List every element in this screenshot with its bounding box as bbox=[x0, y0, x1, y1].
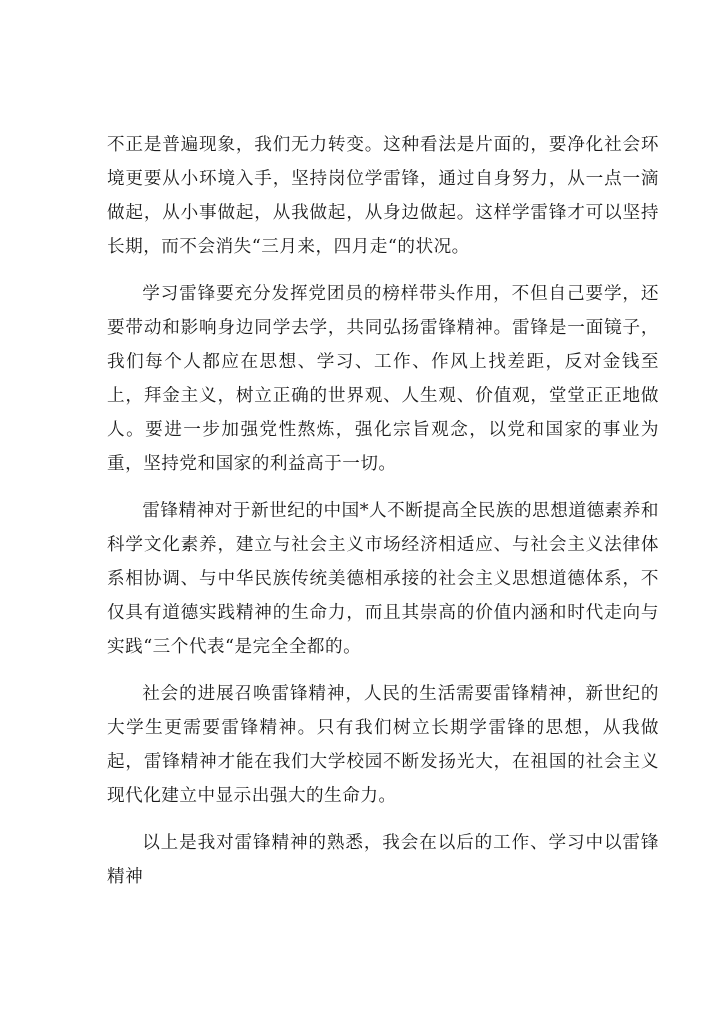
paragraph-2: 学习雷锋要充分发挥党团员的榜样带头作用，不但自己要学，还要带动和影响身边同学去学，共同弘扬雷锋精神。雷锋是一面镜子，我们每个人都应在思想、学习、工作、作风上找差距，反对金钱至上，拜金主义，树立正确的世界观、人生观、价值观，堂堂正正地做人。要进一步加强党性熬炼，强化宗旨观念，以党和国家的事业为重，坚持党和国家的利益高于一切。 bbox=[107, 284, 659, 474]
document-body bbox=[107, 128, 659, 907]
paragraph-4: 社会的进展召唤雷锋精神，人民的生活需要雷锋精神，新世纪的大学生更需要雷锋精神。只有我们树立长期学雷锋的思想，从我做起，雷锋精神才能在我们大学校园不断发扬光大，在祖国的社会主义现代化建立中显示出强大的生命力。 bbox=[107, 684, 659, 806]
paragraph-1: 不正是普遍现象，我们无力转变。这种看法是片面的，要净化社会环境更要从小环境入手，坚持岗位学雷锋，通过自身努力，从一点一滴做起，从小事做起，从我做起，从身边做起。这样学雷锋才可以坚持长期，而不会消失“三月来，四月走“的状况。 bbox=[107, 135, 659, 257]
paragraph-5: 以上是我对雷锋精神的熟悉，我会在以后的工作、学习中以雷锋精神 bbox=[107, 833, 659, 887]
paragraph-3: 雷锋精神对于新世纪的中国*人不断提高全民族的思想道德素养和科学文化素养，建立与社会主义市场经济相适应、与社会主义法律体系相协调、与中华民族传统美德相承接的社会主义思想道德体系，不仅具有道德实践精神的生命力，而且其崇高的价值内涵和时代走向与实践“三个代表“是完全全都的。 bbox=[107, 501, 659, 657]
